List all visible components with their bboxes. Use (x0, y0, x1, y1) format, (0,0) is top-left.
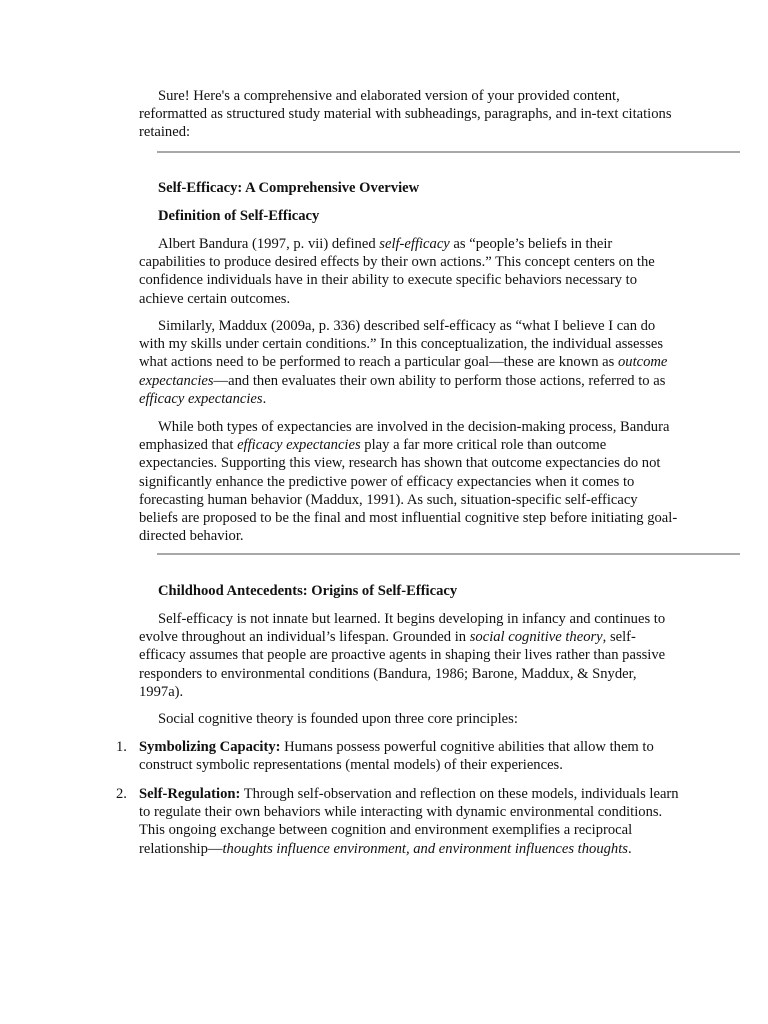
definition-paragraph: Albert Bandura (1997, p. vii) defined self-efficacy as “people’s beliefs in their capabilities to produce desired effects by their own actions.” This concept centers on the confidence individuals have in their ability to execute specific behaviors necessary to achieve certain outcomes. (139, 236, 655, 307)
principles-intro-paragraph: Social cognitive theory is founded upon three core principles: (158, 711, 518, 727)
section-divider (157, 151, 740, 153)
list-item: Symbolizing Capacity: Humans possess powerful cognitive abilities that allow them to construct symbolic representations (mental models) of their experiences. (139, 739, 654, 774)
list-item: Self-Regulation: Through self-observation and reflection on these models, individuals learn to regulate their own behaviors while interacting with dynamic environmental conditions. This ongoing exchange between cognition and environment exemplifies a reciprocal relationship—thoughts influence environment, and environment influences thoughts. (139, 786, 679, 857)
origins-paragraph: Self-efficacy is not innate but learned. It begins developing in infancy and continues to evolve throughout an individual’s lifespan. Grounded in social cognitive theory, self-efficacy assumes that people are proactive agents in shaping their lives rather than passive responders to environmental conditions (Bandura, 1986; Barone, Maddux, & Snyder, 1997a). (139, 611, 666, 700)
section-subtitle: Definition of Self-Efficacy (158, 208, 320, 224)
section-title: Childhood Antecedents: Origins of Self-Efficacy (158, 583, 458, 599)
list-number: 2. (116, 786, 127, 802)
section-divider (157, 553, 740, 555)
section-title: Self-Efficacy: A Comprehensive Overview (158, 180, 420, 196)
maddux-paragraph: Similarly, Maddux (2009a, p. 336) described self-efficacy as “what I believe I can do with my skills under certain conditions.” In this conceptualization, the individual assesses what actions need to be performed to reach a particular goal—these are known as outcome expectancies—and then evaluates their own ability to perform those actions, referred to as efficacy expectancies. (139, 318, 668, 407)
intro-paragraph: Sure! Here's a comprehensive and elaborated version of your provided content, reformatted as structured study material with subheadings, paragraphs, and in-text citations retained: (139, 88, 672, 141)
list-number: 1. (116, 739, 127, 755)
expectancies-paragraph: While both types of expectancies are involved in the decision-making process, Bandura emphasized that efficacy expectancies play a far more critical role than outcome expectancies. Supporting this view, research has shown that outcome expectancies do not significantly enhance the predictive power of efficacy expectancies when it comes to forecasting human behavior (Maddux, 1991). As such, situation-specific self-efficacy beliefs are proposed to be the final and most influential cognitive step before initiating goal-directed behavior. (139, 419, 678, 545)
